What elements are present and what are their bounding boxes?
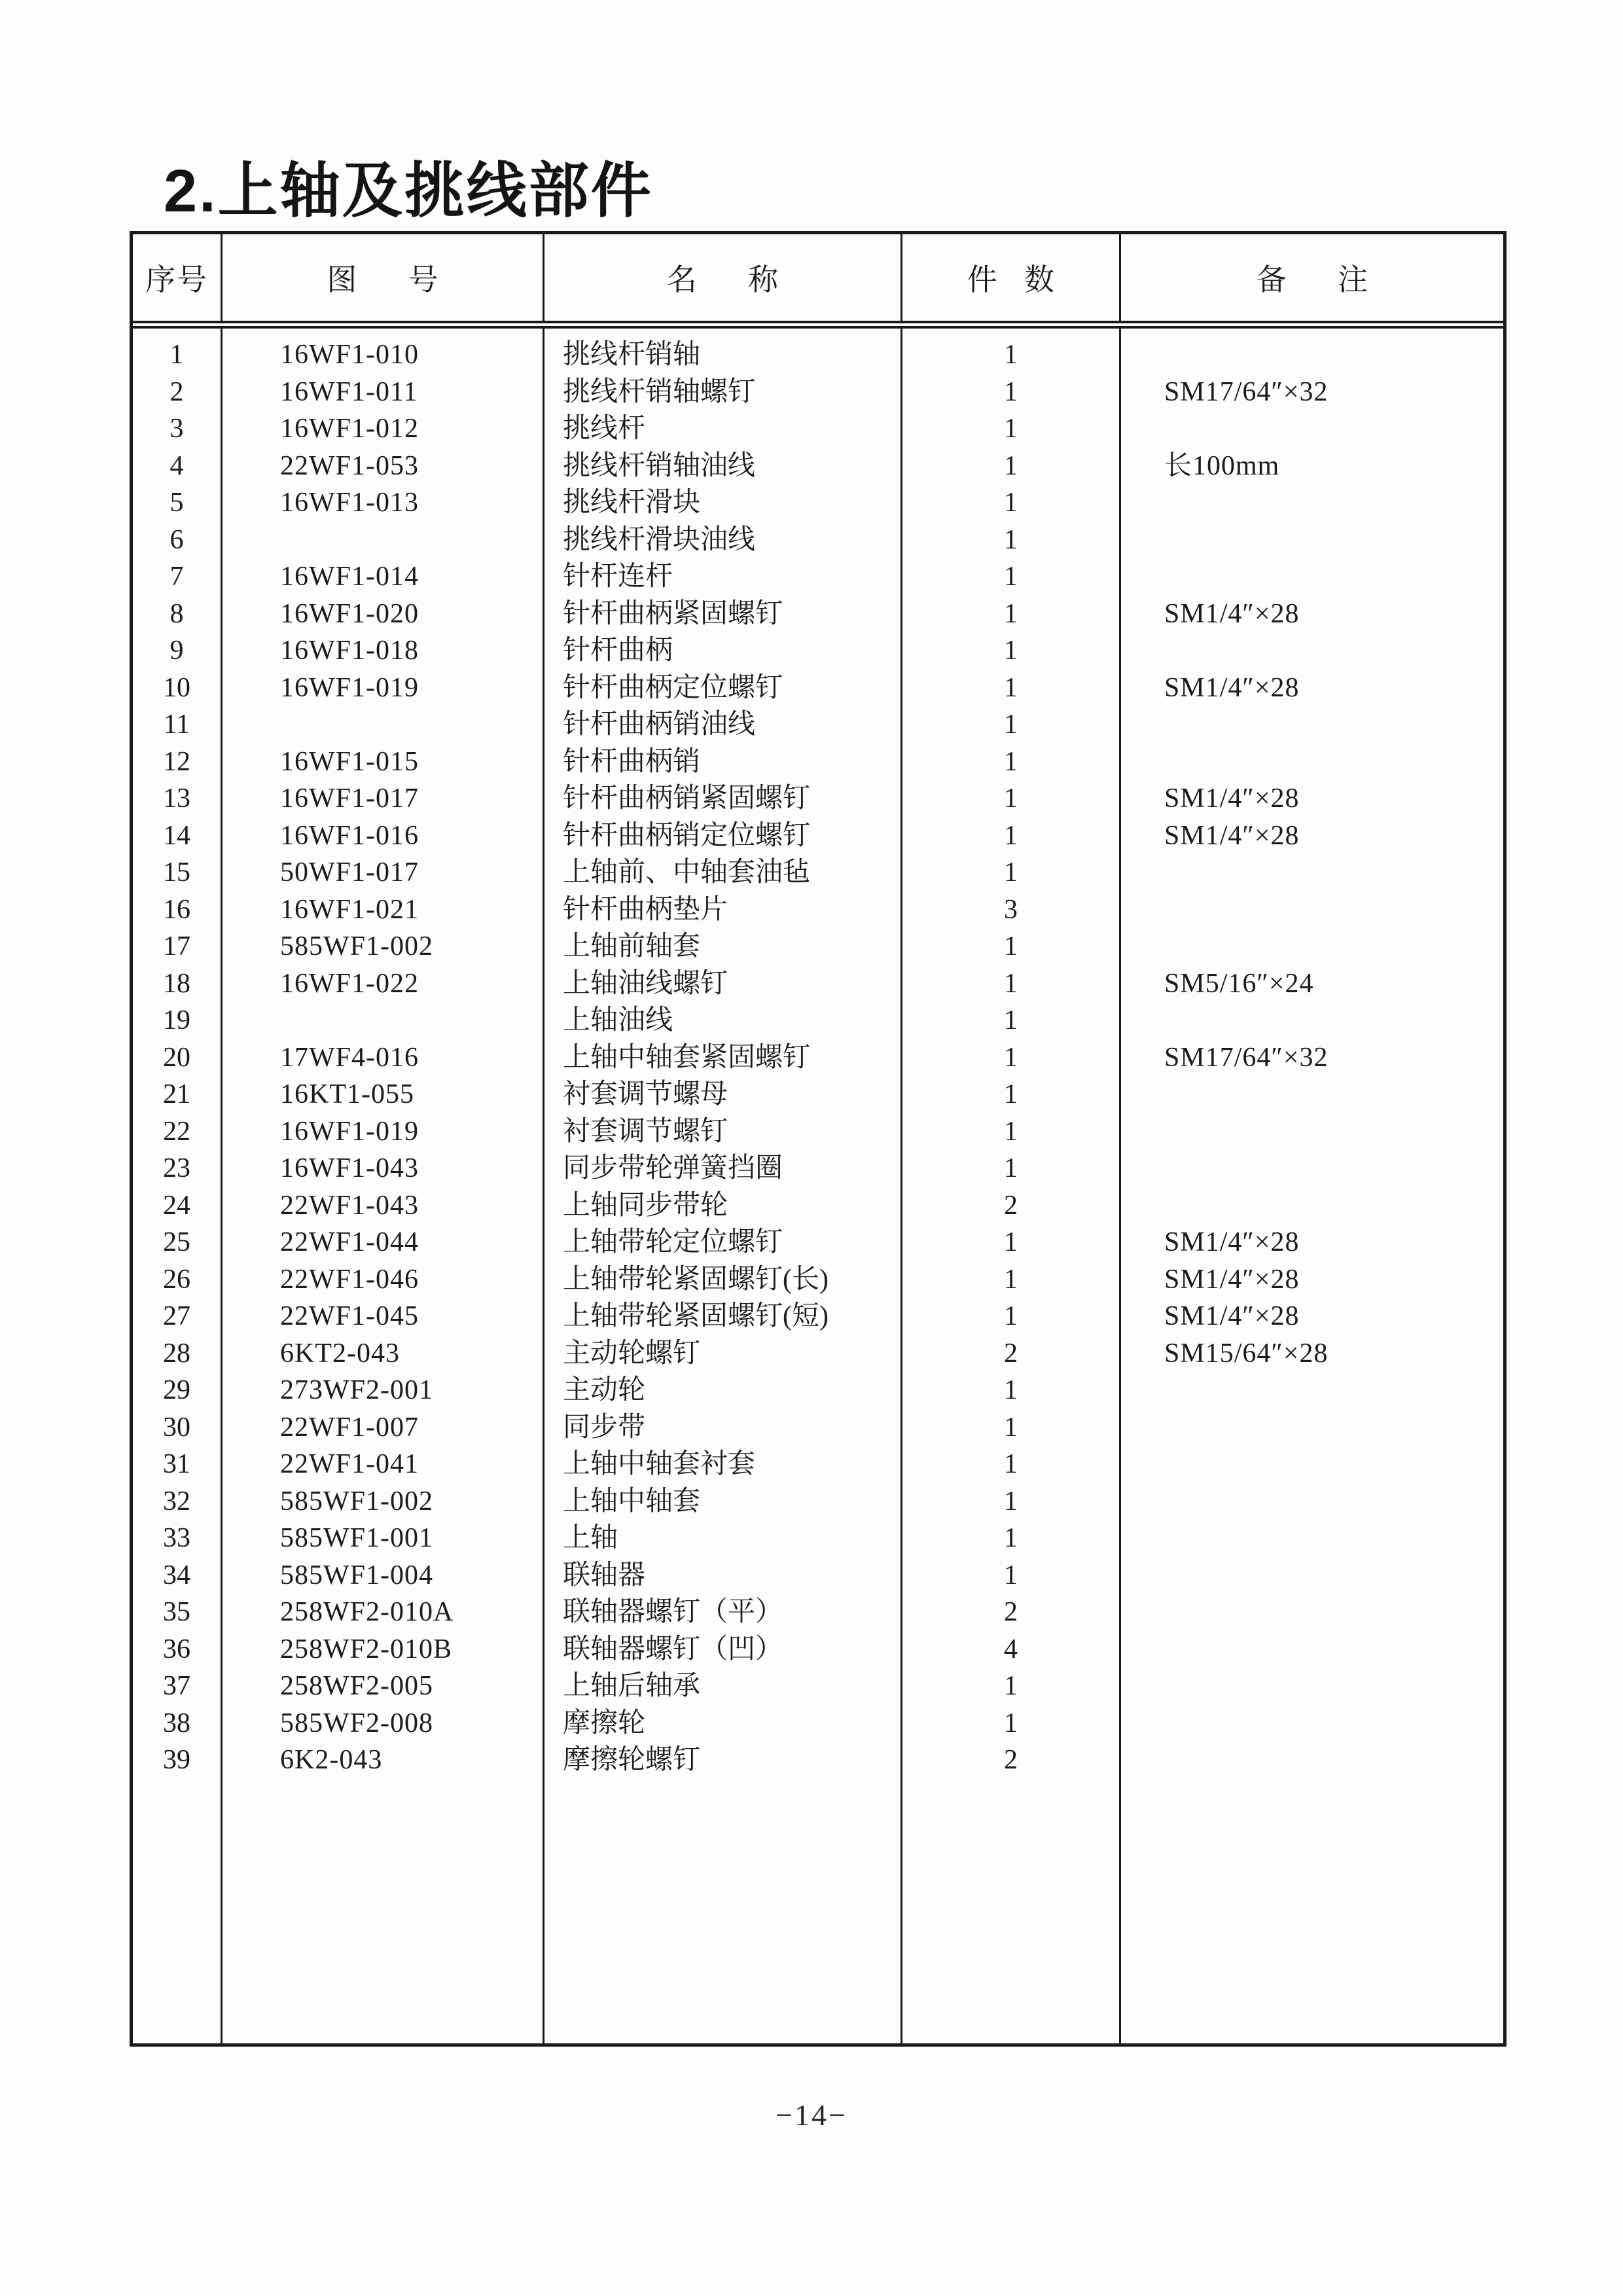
table-cell-code: 22WF1-045 xyxy=(280,1301,419,1331)
table-cell-qty: 2 xyxy=(1004,1597,1018,1627)
table-cell-remark: SM15/64″×28 xyxy=(1164,1338,1329,1369)
header-name: 名称 xyxy=(543,234,901,321)
table-cell-qty: 3 xyxy=(1004,894,1018,925)
table-cell-name: 同步带轮弹簧挡圈 xyxy=(563,1153,783,1183)
table-cell-qty: 1 xyxy=(1004,376,1018,407)
table-cell-code: 22WF1-044 xyxy=(280,1227,419,1257)
table-cell-name: 挑线杆滑块油线 xyxy=(563,524,756,555)
table-cell-code xyxy=(223,706,543,744)
table-cell-no: 36 xyxy=(163,1634,190,1664)
table-cell-code: 585WF1-002 xyxy=(280,1486,433,1516)
table-cell-qty: 1 xyxy=(1004,1301,1018,1331)
table-cell-qty: 1 xyxy=(1004,414,1018,444)
table-cell-qty: 1 xyxy=(1004,488,1018,518)
table-cell-no: 26 xyxy=(163,1264,190,1295)
table-cell-qty: 1 xyxy=(1004,1116,1018,1147)
table-cell-code: 16WF1-022 xyxy=(280,968,419,999)
table-cell-remark xyxy=(1121,1668,1503,1705)
table-cell-code: 16WF1-017 xyxy=(280,783,419,814)
table-cell-no: 16 xyxy=(163,894,190,925)
table-cell-name: 联轴器螺钉（凹） xyxy=(563,1634,783,1664)
table-cell-code: 22WF1-046 xyxy=(280,1264,419,1295)
table-cell-remark xyxy=(1121,1742,1503,1779)
table-cell-no: 27 xyxy=(163,1301,190,1331)
table-cell-qty: 1 xyxy=(1004,1449,1018,1479)
table-cell-name: 挑线杆 xyxy=(563,414,646,444)
table-cell-no: 28 xyxy=(163,1338,190,1369)
table-cell-code: 16WF1-019 xyxy=(280,1116,419,1147)
table-cell-qty: 1 xyxy=(1004,524,1018,555)
table-cell-name: 针杆曲柄紧固螺钉 xyxy=(563,598,783,629)
table-cell-qty: 2 xyxy=(1004,1338,1018,1369)
table-cell-no: 37 xyxy=(163,1671,190,1701)
header-qty: 件数 xyxy=(901,234,1119,321)
table-cell-remark xyxy=(1121,1187,1503,1225)
table-cell-qty: 1 xyxy=(1004,1486,1018,1516)
table-cell-name: 挑线杆销轴 xyxy=(563,340,701,370)
table-cell-code: 16WF1-021 xyxy=(280,894,419,925)
table-cell-code: 22WF1-053 xyxy=(280,450,419,481)
column-remark xyxy=(1119,329,1503,2043)
table-cell-qty: 1 xyxy=(1004,1412,1018,1443)
header-remark: 备注 xyxy=(1119,234,1503,321)
table-cell-name: 上轴带轮紧固螺钉(长) xyxy=(563,1264,829,1295)
table-cell-name: 上轴中轴套紧固螺钉 xyxy=(563,1042,811,1073)
table-cell-no: 25 xyxy=(163,1227,190,1257)
table-cell-name: 上轴 xyxy=(563,1523,618,1553)
column-name xyxy=(543,329,901,2043)
table-cell-code: 16WF1-010 xyxy=(280,340,419,370)
table-cell-qty: 1 xyxy=(1004,636,1018,666)
table-cell-name: 挑线杆销轴油线 xyxy=(563,450,756,481)
table-cell-qty: 1 xyxy=(1004,450,1018,481)
table-cell-remark xyxy=(1121,1446,1503,1483)
table-cell-no: 1 xyxy=(169,340,184,370)
table-cell-code xyxy=(223,1002,543,1039)
table-cell-name: 上轴带轮紧固螺钉(短) xyxy=(563,1301,829,1331)
table-cell-qty: 1 xyxy=(1004,1375,1018,1405)
table-cell-code: 16WF1-019 xyxy=(280,672,419,703)
table-cell-code: 16WF1-043 xyxy=(280,1153,419,1183)
table-header-row xyxy=(133,234,1503,329)
table-cell-no: 23 xyxy=(163,1153,190,1183)
column-no xyxy=(133,329,221,2043)
table-cell-no: 8 xyxy=(169,598,184,629)
table-cell-no: 11 xyxy=(163,709,190,740)
table-cell-name: 联轴器 xyxy=(563,1560,646,1590)
header-no: 序号 xyxy=(145,263,208,296)
table-cell-qty: 1 xyxy=(1004,1523,1018,1553)
table-cell-qty: 1 xyxy=(1004,672,1018,703)
table-cell-code: 585WF1-002 xyxy=(280,931,433,961)
table-cell-code: 6KT2-043 xyxy=(280,1338,400,1369)
table-cell-no: 29 xyxy=(163,1375,190,1405)
table-cell-qty: 1 xyxy=(1004,783,1018,814)
table-cell-code: 16WF1-011 xyxy=(280,376,418,407)
table-cell-remark: SM1/4″×28 xyxy=(1164,1227,1300,1257)
table-cell-qty: 1 xyxy=(1004,746,1018,777)
table-cell-name: 衬套调节螺母 xyxy=(563,1079,728,1109)
table-cell-qty: 1 xyxy=(1004,1560,1018,1590)
table-cell-qty: 1 xyxy=(1004,1042,1018,1073)
page-number: −14− xyxy=(776,2098,847,2132)
table-cell-no: 14 xyxy=(163,820,190,851)
table-cell-no: 7 xyxy=(169,562,184,592)
table-cell-code: 585WF1-001 xyxy=(280,1523,433,1553)
column-qty xyxy=(901,329,1119,2043)
table-cell-no: 38 xyxy=(163,1708,190,1738)
table-cell-name: 上轴中轴套衬套 xyxy=(563,1449,756,1479)
table-cell-remark xyxy=(1121,928,1503,965)
table-cell-name: 针杆曲柄销油线 xyxy=(563,709,756,740)
table-cell-name: 针杆曲柄销 xyxy=(563,746,701,777)
table-cell-code: 22WF1-043 xyxy=(280,1190,419,1221)
table-cell-name: 上轴前轴套 xyxy=(563,931,701,961)
table-cell-code: 16WF1-016 xyxy=(280,820,419,851)
table-cell-code: 258WF2-010B xyxy=(280,1634,452,1664)
table-cell-no: 24 xyxy=(163,1190,190,1221)
table-cell-no: 19 xyxy=(163,1005,190,1035)
table-cell-qty: 1 xyxy=(1004,820,1018,851)
table-cell-no: 2 xyxy=(169,376,184,407)
table-cell-no: 6 xyxy=(169,524,184,555)
table-cell-remark xyxy=(1121,854,1503,891)
table-cell-remark xyxy=(1121,558,1503,596)
table-cell-code: 50WF1-017 xyxy=(280,857,419,888)
table-cell-qty: 1 xyxy=(1004,1708,1018,1738)
table-cell-remark: SM5/16″×24 xyxy=(1164,968,1314,999)
table-cell-no: 33 xyxy=(163,1523,190,1553)
table-cell-remark xyxy=(1121,1594,1503,1631)
table-cell-name: 针杆曲柄销紧固螺钉 xyxy=(563,783,811,814)
table-cell-code: 585WF1-004 xyxy=(280,1560,433,1590)
table-cell-code: 585WF2-008 xyxy=(280,1708,433,1738)
table-cell-name: 上轴带轮定位螺钉 xyxy=(563,1227,783,1257)
table-cell-remark: SM1/4″×28 xyxy=(1164,598,1300,629)
table-cell-qty: 1 xyxy=(1004,931,1018,961)
table-cell-qty: 4 xyxy=(1004,1634,1018,1664)
table-cell-no: 3 xyxy=(169,414,184,444)
table-cell-name: 衬套调节螺钉 xyxy=(563,1116,728,1147)
table-cell-name: 上轴同步带轮 xyxy=(563,1190,728,1221)
table-cell-name: 针杆曲柄定位螺钉 xyxy=(563,672,783,703)
table-cell-remark xyxy=(1121,1113,1503,1151)
table-cell-no: 5 xyxy=(169,488,184,518)
table-cell-remark xyxy=(1121,1076,1503,1113)
table-cell-qty: 2 xyxy=(1004,1190,1018,1221)
table-cell-remark xyxy=(1121,1372,1503,1409)
table-cell-code: 258WF2-005 xyxy=(280,1671,433,1701)
table-cell-remark xyxy=(1121,484,1503,522)
table-cell-name: 上轴油线 xyxy=(563,1005,673,1035)
table-cell-code: 17WF4-016 xyxy=(280,1042,419,1073)
table-cell-qty: 1 xyxy=(1004,1227,1018,1257)
table-cell-remark xyxy=(1121,1150,1503,1187)
table-cell-remark xyxy=(1121,1631,1503,1668)
table-cell-remark: 长100mm xyxy=(1164,450,1280,481)
table-cell-qty: 2 xyxy=(1004,1745,1018,1775)
column-code xyxy=(221,329,543,2043)
table-cell-remark: SM1/4″×28 xyxy=(1164,1264,1300,1295)
table-cell-qty: 1 xyxy=(1004,1671,1018,1701)
table-cell-qty: 1 xyxy=(1004,1153,1018,1183)
table-cell-remark xyxy=(1121,632,1503,670)
table-cell-no: 22 xyxy=(163,1116,190,1147)
table-cell-remark xyxy=(1121,336,1503,374)
table-body xyxy=(133,329,1503,2043)
table-cell-no: 35 xyxy=(163,1597,190,1627)
table-cell-name: 同步带 xyxy=(563,1412,646,1443)
parts-table xyxy=(130,231,1507,2047)
table-cell-no: 10 xyxy=(163,672,190,703)
table-cell-remark xyxy=(1121,1002,1503,1039)
table-cell-no: 30 xyxy=(163,1412,190,1443)
table-cell-qty: 1 xyxy=(1004,598,1018,629)
table-cell-remark xyxy=(1121,1520,1503,1557)
table-cell-remark: SM17/64″×32 xyxy=(1164,1042,1329,1073)
table-cell-qty: 1 xyxy=(1004,1079,1018,1109)
table-cell-name: 针杆曲柄 xyxy=(563,636,673,666)
table-cell-name: 摩擦轮螺钉 xyxy=(563,1745,701,1775)
table-cell-no: 9 xyxy=(169,636,184,666)
table-cell-qty: 1 xyxy=(1004,709,1018,740)
table-cell-remark xyxy=(1121,744,1503,781)
table-cell-no: 13 xyxy=(163,783,190,814)
table-cell-name: 针杆曲柄垫片 xyxy=(563,894,728,925)
table-cell-remark: SM1/4″×28 xyxy=(1164,783,1300,814)
table-cell-remark: SM1/4″×28 xyxy=(1164,820,1300,851)
table-cell-no: 20 xyxy=(163,1042,190,1073)
table-cell-remark xyxy=(1121,522,1503,559)
table-cell-name: 挑线杆滑块 xyxy=(563,488,701,518)
table-cell-code: 6K2-043 xyxy=(280,1745,383,1775)
table-cell-no: 18 xyxy=(163,968,190,999)
table-cell-remark xyxy=(1121,1483,1503,1520)
table-cell-name: 上轴中轴套 xyxy=(563,1486,701,1516)
table-cell-no: 34 xyxy=(163,1560,190,1590)
table-cell-qty: 1 xyxy=(1004,562,1018,592)
table-cell-code: 273WF2-001 xyxy=(280,1375,433,1405)
table-cell-remark xyxy=(1121,706,1503,744)
table-cell-remark xyxy=(1121,1705,1503,1742)
table-cell-remark: SM1/4″×28 xyxy=(1164,1301,1300,1331)
table-cell-code: 16WF1-020 xyxy=(280,598,419,629)
table-cell-no: 21 xyxy=(163,1079,190,1109)
table-cell-code: 16WF1-014 xyxy=(280,562,419,592)
table-cell-no: 31 xyxy=(163,1449,190,1479)
table-cell-code: 16WF1-015 xyxy=(280,746,419,777)
table-cell-name: 主动轮螺钉 xyxy=(563,1338,701,1369)
table-cell-no: 12 xyxy=(163,746,190,777)
table-cell-code: 22WF1-041 xyxy=(280,1449,419,1479)
table-cell-name: 主动轮 xyxy=(563,1375,646,1405)
table-cell-code: 16WF1-013 xyxy=(280,488,419,518)
table-cell-code: 22WF1-007 xyxy=(280,1412,419,1443)
table-cell-qty: 1 xyxy=(1004,857,1018,888)
table-cell-remark: SM17/64″×32 xyxy=(1164,376,1329,407)
header-code: 图号 xyxy=(221,234,543,321)
table-cell-remark xyxy=(1121,1409,1503,1446)
table-cell-no: 32 xyxy=(163,1486,190,1516)
page-title: 2.上轴及挑线部件 xyxy=(164,158,653,224)
table-cell-name: 针杆连杆 xyxy=(563,562,673,592)
table-cell-no: 15 xyxy=(163,857,190,888)
table-cell-no: 39 xyxy=(163,1745,190,1775)
table-cell-name: 上轴油线螺钉 xyxy=(563,968,728,999)
table-cell-name: 挑线杆销轴螺钉 xyxy=(563,376,756,407)
table-cell-code: 258WF2-010A xyxy=(280,1597,454,1627)
table-cell-qty: 1 xyxy=(1004,1005,1018,1035)
table-cell-no: 17 xyxy=(163,931,190,961)
table-cell-name: 上轴后轴承 xyxy=(563,1671,701,1701)
table-cell-code xyxy=(223,522,543,559)
table-cell-no: 4 xyxy=(169,450,184,481)
table-cell-name: 上轴前、中轴套油毡 xyxy=(563,857,811,888)
table-cell-name: 针杆曲柄销定位螺钉 xyxy=(563,820,811,851)
table-cell-remark xyxy=(1121,1557,1503,1594)
table-cell-code: 16KT1-055 xyxy=(280,1079,414,1109)
table-cell-qty: 1 xyxy=(1004,340,1018,370)
table-cell-remark: SM1/4″×28 xyxy=(1164,672,1300,703)
table-cell-remark xyxy=(1121,410,1503,448)
table-cell-qty: 1 xyxy=(1004,1264,1018,1295)
table-cell-remark xyxy=(1121,891,1503,929)
table-cell-qty: 1 xyxy=(1004,968,1018,999)
table-cell-code: 16WF1-018 xyxy=(280,636,419,666)
table-cell-name: 联轴器螺钉（平） xyxy=(563,1597,783,1627)
table-cell-name: 摩擦轮 xyxy=(563,1708,646,1738)
table-cell-code: 16WF1-012 xyxy=(280,414,419,444)
